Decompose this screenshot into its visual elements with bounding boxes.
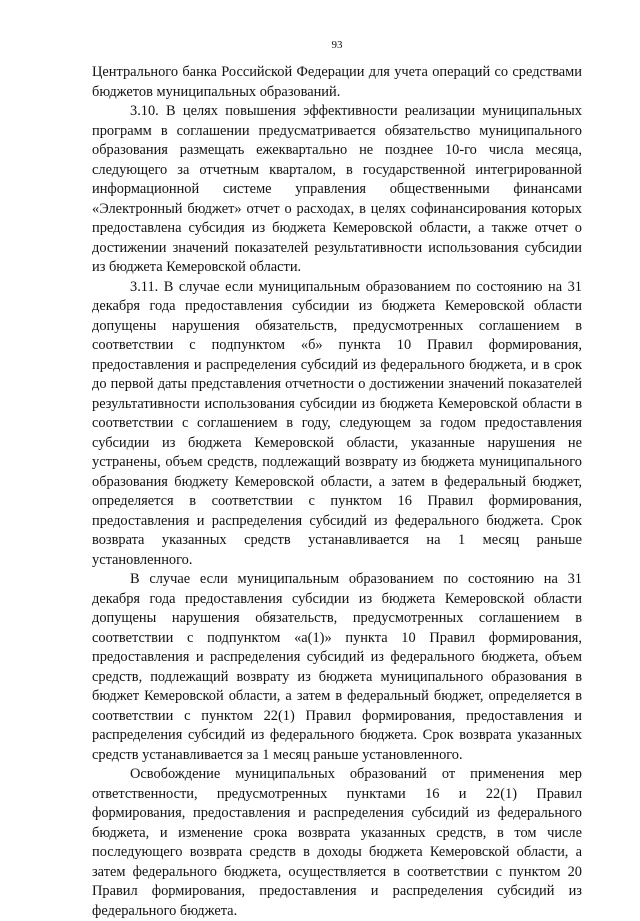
page-number: 93: [331, 39, 343, 51]
paragraph-3-11-second-case: В случае если муниципальным образованием по состоянию на 31 декабря года предоставления субсидии из бюджета Кемеровской области допущены нарушения обязательств, предусмотренных соглашением в соответствии с подпунктом «а(1)» пункта 10 Правил формирования, предоставления и распределения субсидий из федерального бюджета, объем средств, подлежащий возврату из бюджета муниципального образования в бюджет Кемеровской области, а затем в федеральный бюджет, определяется в соответствии с пунктом 22(1) Правил формирования, предоставления и распределения субсидий из федерального бюджета. Срок возврата указанных средств устанавливается за 1 месяц раньше установленного.: [92, 571, 582, 763]
paragraph-3-10: 3.10. В целях повышения эффективности реализации муниципальных программ в соглашении предусматривается обязательство муниципального образования размещать ежеквартально не позднее 10-го числа месяца, следующего за отчетным кварталом, в государственной интегрированной информационной системе управления общественными финансами «Электронный бюджет» отчет о расходах, в целях софинансирования которых предоставлена субсидия из бюджета Кемеровской области, а также отчет о достижении значений показателей результативности использования субсидии из бюджета Кемеровской области.: [92, 103, 582, 275]
paragraph-continuation: Центрального банка Российской Федерации для учета операций со средствами бюджетов муниципальных образований.: [92, 64, 582, 100]
paragraph-3-11: 3.11. В случае если муниципальным образованием по состоянию на 31 декабря года предоставления субсидии из бюджета Кемеровской области допущены нарушения обязательств, предусмотренных соглашением в соответствии с подпунктом «б» пункта 10 Правил формирования, предоставления и распределения субсидий из федерального бюджета, и в срок до первой даты представления отчетности о достижении значений показателей результативности использования субсидии из бюджета Кемеровской области в соответствии с соглашением в году, следующем за годом предоставления субсидии из бюджета Кемеровской области, указанные нарушения не устранены, объем средств, подлежащий возврату из бюджета муниципального образования бюджету Кемеровской области, а затем в федеральный бюджет, определяется в соответствии с пунктом 16 Правил формирования, предоставления и распределения субсидий из федерального бюджета. Срок возврата указанных средств устанавливается на 1 месяц раньше установленного.: [92, 278, 582, 568]
paragraph-exemption: Освобождение муниципальных образований от применения мер ответственности, предусмотренных пунктами 16 и 22(1) Правил формирования, предоставления и распределения субсидий из федерального бюджета, и изменение срока возврата указанных средств, в том числе последующего возврата средств в доходы бюджета Кемеровской области, а затем федерального бюджета, осуществляется в соответствии с пунктом 20 Правил формирования, предоставления и распределения субсидий из федерального бюджета.: [92, 766, 582, 919]
document-page: [92, 38, 582, 921]
